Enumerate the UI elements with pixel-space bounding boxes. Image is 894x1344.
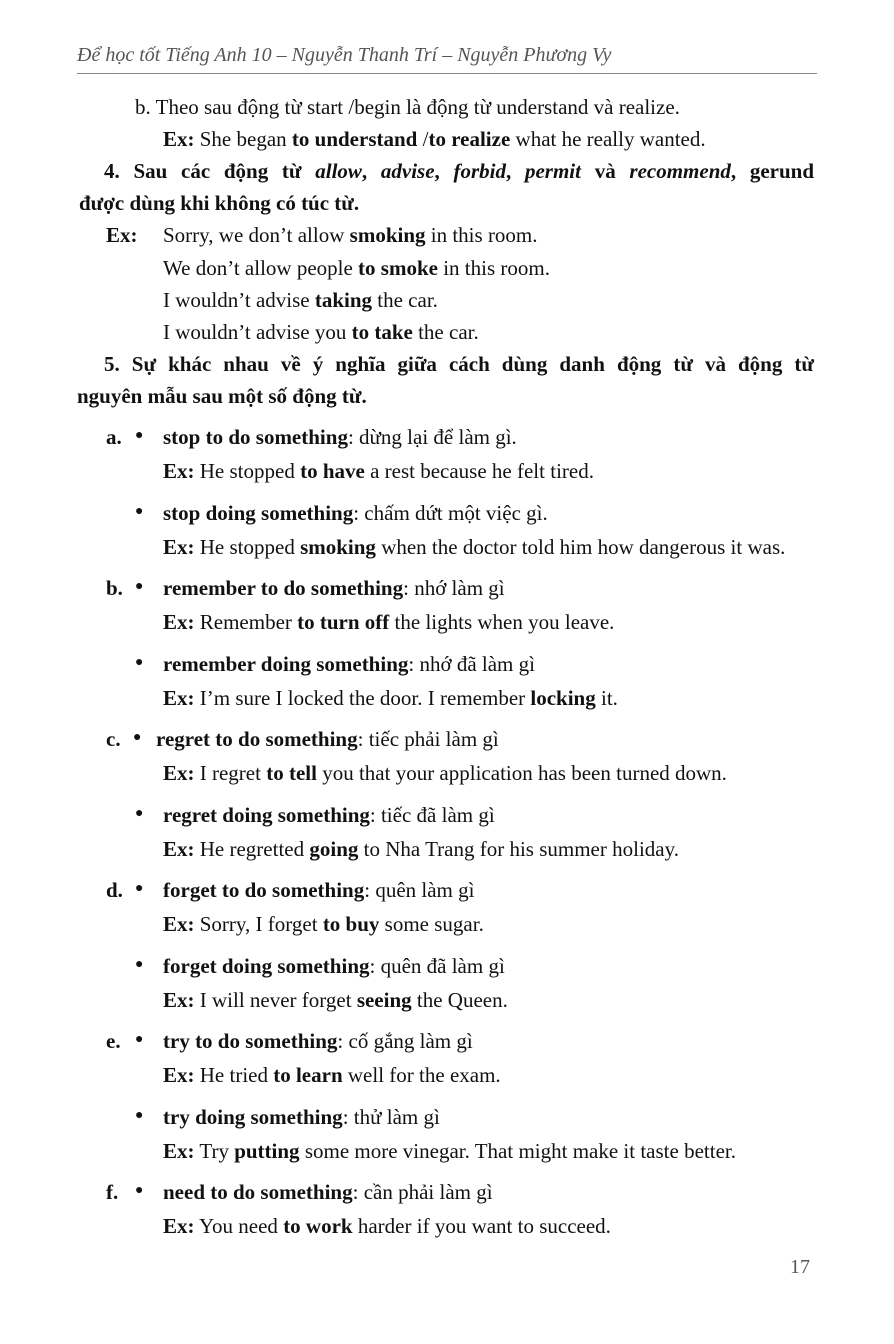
example-text: Sorry, we don’t allow <box>163 223 350 247</box>
section-4-example-3 <box>163 286 438 314</box>
item-example <box>163 835 679 863</box>
example-text: in this room. <box>437 256 550 280</box>
item-meaning: : chấm dứt một việc gì. <box>353 501 548 525</box>
example-bold: to work <box>283 1214 353 1238</box>
item-example <box>163 1137 736 1165</box>
example-text: I’m sure I locked the door. I remember <box>194 686 531 710</box>
example-text: I wouldn’t advise <box>163 288 315 312</box>
example-label: Ex: <box>163 912 195 936</box>
example-bold: smoking <box>349 223 426 247</box>
heading-text: , <box>434 159 454 183</box>
heading-text: 4. Sau các động từ <box>104 159 316 183</box>
example-label: Ex: <box>163 686 195 710</box>
item-example <box>163 986 508 1014</box>
example-bold: to smoke <box>358 256 438 280</box>
example-bold: to realize <box>428 127 511 151</box>
example-bold: to learn <box>273 1063 343 1087</box>
heading-text: , <box>506 159 525 183</box>
item-term: stop to do something <box>163 425 348 449</box>
item-meaning: : tiếc đã làm gì <box>369 803 495 827</box>
bullet-icon: ● <box>135 428 144 443</box>
section-5-heading: 5. Sự khác nhau về ý nghĩa giữa cách dùng danh động từ và động từ <box>104 352 814 376</box>
running-header: Để học tốt Tiếng Anh 10 – Nguyễn Thanh Trí – Nguyễn Phương Vy <box>77 44 612 66</box>
section-4-example-1 <box>163 221 538 249</box>
item-example <box>163 608 614 636</box>
example-bold: to have <box>300 459 365 483</box>
example-text: Sorry, I forget <box>194 912 323 936</box>
item-letter: e. <box>106 1029 121 1053</box>
example-bold: to tell <box>266 761 317 785</box>
bullet-icon: ● <box>133 730 142 745</box>
section-4-heading <box>104 157 814 185</box>
item-letter: b. <box>106 576 123 600</box>
example-text: We don’t allow people <box>163 256 359 280</box>
item-term: regret doing something <box>163 803 370 827</box>
example-bold: to understand <box>291 127 418 151</box>
section-4-example-4 <box>163 318 479 346</box>
item-letter: a. <box>106 425 122 449</box>
heading-text: , gerund <box>730 159 815 183</box>
item-term: forget to do something <box>163 878 365 902</box>
example-bold: putting <box>234 1139 300 1163</box>
example-text: Try <box>194 1139 235 1163</box>
example-bold: seeing <box>356 988 412 1012</box>
example-text: He tried <box>194 1063 274 1087</box>
example-text: harder if you want to succeed. <box>352 1214 611 1238</box>
example-bold: to turn off <box>297 610 390 634</box>
example-label: Ex: <box>163 837 195 861</box>
section-5-heading-line2: nguyên mẫu sau một số động từ. <box>77 384 367 408</box>
item-example <box>163 533 785 561</box>
item-term-line <box>163 574 505 602</box>
item-meaning: : thử làm gì <box>342 1105 440 1129</box>
verb-recommend: recommend <box>629 159 731 183</box>
example-text: to Nha Trang for his summer holiday. <box>358 837 679 861</box>
verb-advise: advise <box>380 159 435 183</box>
item-example <box>163 684 618 712</box>
example-label: Ex: <box>163 1063 195 1087</box>
item-term: stop doing something <box>163 501 354 525</box>
item-term-line <box>163 1027 473 1055</box>
example-bold: taking <box>314 288 373 312</box>
example-label: Ex: <box>163 535 195 559</box>
page-number: 17 <box>790 1256 810 1278</box>
example-text: what he really wanted. <box>510 127 706 151</box>
example-text: / <box>417 127 429 151</box>
example-text: when the doctor told him how dangerous it was. <box>375 535 786 559</box>
item-term-line <box>163 650 535 678</box>
item-term: need to do something <box>163 1180 353 1204</box>
item-meaning: : quên làm gì <box>364 878 475 902</box>
item-letter: d. <box>106 878 123 902</box>
item-term-line <box>163 801 495 829</box>
example-text: I regret <box>194 761 267 785</box>
item-meaning: : nhớ làm gì <box>403 576 505 600</box>
item-meaning: : cần phải làm gì <box>352 1180 493 1204</box>
section-4-heading-line2: được dùng khi không có túc từ. <box>79 191 360 215</box>
item-letter: f. <box>106 1180 119 1204</box>
example-text: some more vinegar. That might make it taste better. <box>299 1139 736 1163</box>
example-text: the Queen. <box>411 988 508 1012</box>
bullet-icon: ● <box>135 504 144 519</box>
example-text: some sugar. <box>379 912 484 936</box>
example-label: Ex: <box>163 761 195 785</box>
example-text: it. <box>595 686 618 710</box>
item-term: remember doing something <box>163 652 409 676</box>
example-text: She began <box>194 127 292 151</box>
item-term-line <box>163 499 548 527</box>
bullet-icon: ● <box>135 1183 144 1198</box>
item-example <box>163 910 484 938</box>
bullet-icon: ● <box>135 1032 144 1047</box>
example-text: I will never forget <box>194 988 357 1012</box>
item-term: try to do something <box>163 1029 338 1053</box>
verb-forbid: forbid <box>453 159 507 183</box>
item-term-line <box>163 876 474 904</box>
intro-b-text: b. Theo sau động từ start /begin là động từ understand và realize. <box>135 95 680 119</box>
verb-permit: permit <box>524 159 581 183</box>
item-term-line <box>163 952 505 980</box>
example-text: Remember <box>194 610 298 634</box>
intro-b-example <box>163 125 706 153</box>
item-example <box>163 1212 611 1240</box>
item-meaning: : nhớ đã làm gì <box>408 652 535 676</box>
example-label: Ex: <box>163 1139 195 1163</box>
example-bold: locking <box>530 686 596 710</box>
bullet-icon: ● <box>135 655 144 670</box>
example-bold: to take <box>351 320 413 344</box>
section-4-example-label: Ex: <box>106 223 138 247</box>
example-label: Ex: <box>163 610 195 634</box>
item-letter: c. <box>106 727 121 751</box>
example-label: Ex: <box>163 988 195 1012</box>
item-meaning: : dừng lại để làm gì. <box>347 425 517 449</box>
example-bold: going <box>309 837 359 861</box>
example-text: You need <box>194 1214 284 1238</box>
example-label: Ex: <box>163 1214 195 1238</box>
example-text: the lights when you leave. <box>389 610 615 634</box>
heading-text: , <box>361 159 381 183</box>
example-text: He stopped <box>194 459 301 483</box>
example-text: the car. <box>372 288 438 312</box>
bullet-icon: ● <box>135 1108 144 1123</box>
header-divider <box>77 73 817 74</box>
item-term: forget doing something <box>163 954 370 978</box>
item-term-line <box>163 1178 493 1206</box>
section-4-example-2 <box>163 254 550 282</box>
bullet-icon: ● <box>135 579 144 594</box>
item-term: try doing something <box>163 1105 343 1129</box>
example-text: in this room. <box>425 223 538 247</box>
item-term-line <box>163 1103 440 1131</box>
item-meaning: : tiếc phải làm gì <box>357 727 499 751</box>
example-bold: smoking <box>300 535 376 559</box>
example-text: you that your application has been turned down. <box>316 761 727 785</box>
example-text: He regretted <box>194 837 310 861</box>
example-label: Ex: <box>163 127 195 151</box>
item-meaning: : quên đã làm gì <box>369 954 505 978</box>
item-example <box>163 1061 501 1089</box>
bullet-icon: ● <box>135 881 144 896</box>
example-label: Ex: <box>163 459 195 483</box>
verb-allow: allow <box>315 159 362 183</box>
example-text: the car. <box>412 320 479 344</box>
heading-text: và <box>580 159 630 183</box>
bullet-icon: ● <box>135 806 144 821</box>
item-term: regret to do something <box>156 727 358 751</box>
bullet-icon: ● <box>135 957 144 972</box>
example-text: I wouldn’t advise you <box>163 320 352 344</box>
item-example <box>163 457 594 485</box>
item-example <box>163 759 727 787</box>
item-term-line <box>163 423 517 451</box>
example-text: well for the exam. <box>342 1063 501 1087</box>
example-bold: to buy <box>322 912 380 936</box>
item-term-line <box>156 725 499 753</box>
item-meaning: : cố gắng làm gì <box>337 1029 473 1053</box>
example-text: a rest because he felt tired. <box>364 459 594 483</box>
example-text: He stopped <box>194 535 301 559</box>
item-term: remember to do something <box>163 576 404 600</box>
